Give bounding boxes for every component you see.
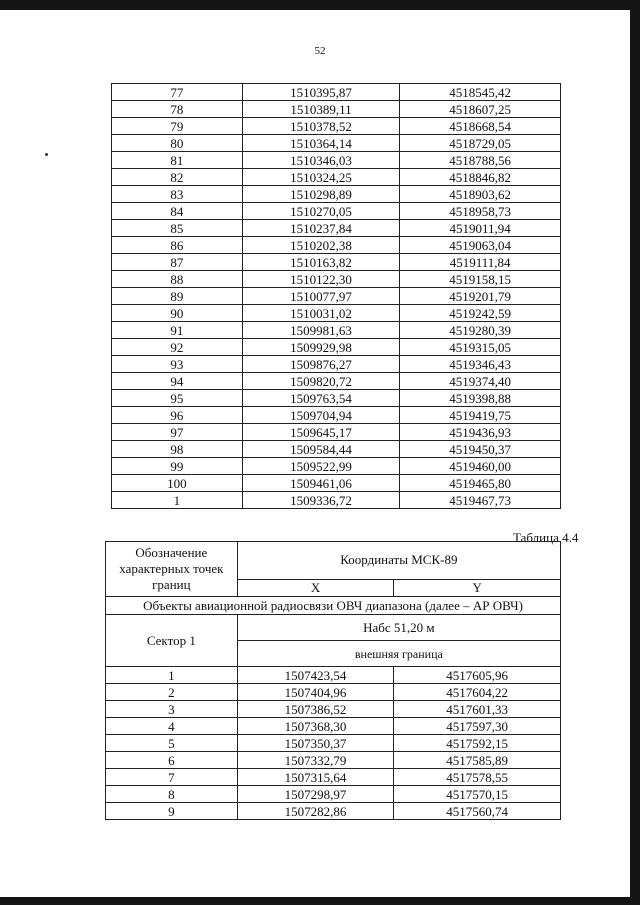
point-number-cell: 96: [112, 407, 243, 424]
table-row: [112, 135, 561, 152]
x-coordinate-cell: 1507404,96: [237, 684, 394, 701]
table-row: [106, 803, 561, 820]
section-title: Объекты авиационной радиосвязи ОВЧ диапазона (далее – АР ОВЧ): [106, 597, 561, 615]
point-number-cell: 90: [112, 305, 243, 322]
height-label: Набс 51,20 м: [237, 615, 560, 641]
x-coordinate-cell: 1507350,37: [237, 735, 394, 752]
y-coordinate-cell: 4519201,79: [400, 288, 561, 305]
table-row: [106, 769, 561, 786]
point-number-cell: 2: [106, 684, 238, 701]
boundary-label: внешняя граница: [237, 641, 560, 667]
x-coordinate-cell: 1507332,79: [237, 752, 394, 769]
y-coordinate-cell: 4519467,73: [400, 492, 561, 509]
table-row: [112, 101, 561, 118]
point-number-cell: 82: [112, 169, 243, 186]
y-coordinate-cell: 4519460,00: [400, 458, 561, 475]
x-coordinate-cell: 1509461,06: [242, 475, 400, 492]
point-number-cell: 94: [112, 373, 243, 390]
x-coordinate-cell: 1510346,03: [242, 152, 400, 169]
point-number-cell: 78: [112, 101, 243, 118]
table-row: [112, 288, 561, 305]
x-coordinate-cell: 1507315,64: [237, 769, 394, 786]
x-coordinate-cell: 1510389,11: [242, 101, 400, 118]
table-row: [112, 203, 561, 220]
x-coordinate-cell: 1509981,63: [242, 322, 400, 339]
table-row: [112, 373, 561, 390]
table-row: [112, 424, 561, 441]
x-coordinate-cell: 1507282,86: [237, 803, 394, 820]
y-coordinate-cell: 4517597,30: [394, 718, 561, 735]
table-row: [112, 271, 561, 288]
table-row: [112, 254, 561, 271]
coordinates-table-4-4-body: [106, 542, 561, 820]
table-row: [112, 441, 561, 458]
point-number-cell: 86: [112, 237, 243, 254]
table-row: [112, 169, 561, 186]
table-row: [112, 390, 561, 407]
x-coordinate-cell: 1510270,05: [242, 203, 400, 220]
point-number-cell: 79: [112, 118, 243, 135]
y-coordinate-cell: 4519465,80: [400, 475, 561, 492]
y-coordinate-cell: 4519280,39: [400, 322, 561, 339]
y-coordinate-cell: 4517585,89: [394, 752, 561, 769]
point-number-cell: 98: [112, 441, 243, 458]
x-coordinate-cell: 1507298,97: [237, 786, 394, 803]
point-number-cell: 84: [112, 203, 243, 220]
scan-speck: [45, 153, 48, 156]
y-coordinate-cell: 4517592,15: [394, 735, 561, 752]
y-axis-header: Y: [394, 579, 561, 596]
y-coordinate-cell: 4518729,05: [400, 135, 561, 152]
table-row: [106, 718, 561, 735]
point-number-cell: 92: [112, 339, 243, 356]
x-coordinate-cell: 1509704,94: [242, 407, 400, 424]
point-number-cell: 77: [112, 84, 243, 101]
table-row: [106, 752, 561, 769]
point-number-cell: 1: [106, 667, 238, 684]
table-row: [106, 786, 561, 803]
header-row: [106, 542, 561, 580]
y-coordinate-cell: 4517560,74: [394, 803, 561, 820]
x-coordinate-cell: 1509876,27: [242, 356, 400, 373]
table-row: [112, 118, 561, 135]
y-coordinate-cell: 4517601,33: [394, 701, 561, 718]
y-coordinate-cell: 4519374,40: [400, 373, 561, 390]
x-coordinate-cell: 1510364,14: [242, 135, 400, 152]
table-row: [112, 458, 561, 475]
point-number-cell: 93: [112, 356, 243, 373]
scan-frame-top: [0, 0, 640, 10]
y-coordinate-cell: 4518607,25: [400, 101, 561, 118]
point-number-cell: 80: [112, 135, 243, 152]
x-coordinate-cell: 1510031,02: [242, 305, 400, 322]
point-number-cell: 5: [106, 735, 238, 752]
point-number-cell: 97: [112, 424, 243, 441]
table-row: [112, 356, 561, 373]
table-row: [112, 152, 561, 169]
x-coordinate-cell: 1510395,87: [242, 84, 400, 101]
x-coordinate-cell: 1509584,44: [242, 441, 400, 458]
table-row: [112, 186, 561, 203]
y-coordinate-cell: 4517578,55: [394, 769, 561, 786]
y-coordinate-cell: 4519011,94: [400, 220, 561, 237]
y-coordinate-cell: 4519419,75: [400, 407, 561, 424]
x-coordinate-cell: 1510237,84: [242, 220, 400, 237]
y-coordinate-cell: 4518788,56: [400, 152, 561, 169]
table-row: [112, 220, 561, 237]
x-axis-header: X: [237, 579, 394, 596]
point-number-cell: 99: [112, 458, 243, 475]
table-row: [106, 701, 561, 718]
point-number-cell: 89: [112, 288, 243, 305]
y-coordinate-cell: 4518958,73: [400, 203, 561, 220]
y-coordinate-cell: 4519398,88: [400, 390, 561, 407]
coordinates-table-continued-body: [112, 84, 561, 509]
x-coordinate-cell: 1507368,30: [237, 718, 394, 735]
point-number-cell: 83: [112, 186, 243, 203]
point-number-cell: 87: [112, 254, 243, 271]
page-number: 52: [314, 45, 326, 57]
sector-row-1: [106, 615, 561, 641]
y-coordinate-cell: 4518846,82: [400, 169, 561, 186]
x-coordinate-cell: 1509522,99: [242, 458, 400, 475]
y-coordinate-cell: 4519063,04: [400, 237, 561, 254]
table-row: [112, 407, 561, 424]
x-coordinate-cell: 1509645,17: [242, 424, 400, 441]
x-coordinate-cell: 1510077,97: [242, 288, 400, 305]
table-row: [106, 735, 561, 752]
table-row: [106, 667, 561, 684]
sector-label: Сектор 1: [106, 615, 238, 667]
point-number-cell: 91: [112, 322, 243, 339]
point-number-cell: 95: [112, 390, 243, 407]
table-row: [112, 339, 561, 356]
table-row: [112, 237, 561, 254]
x-coordinate-cell: 1509929,98: [242, 339, 400, 356]
point-number-cell: 100: [112, 475, 243, 492]
point-number-cell: 9: [106, 803, 238, 820]
point-designation-header: Обозначение характерных точек границ: [106, 542, 238, 597]
x-coordinate-cell: 1510324,25: [242, 169, 400, 186]
y-coordinate-cell: 4517605,96: [394, 667, 561, 684]
y-coordinate-cell: 4517570,15: [394, 786, 561, 803]
x-coordinate-cell: 1510378,52: [242, 118, 400, 135]
point-number-cell: 3: [106, 701, 238, 718]
section-title-row: [106, 597, 561, 615]
y-coordinate-cell: 4519450,37: [400, 441, 561, 458]
table-row: [106, 684, 561, 701]
x-coordinate-cell: 1509336,72: [242, 492, 400, 509]
x-coordinate-cell: 1509820,72: [242, 373, 400, 390]
x-coordinate-cell: 1510163,82: [242, 254, 400, 271]
table-row: [112, 492, 561, 509]
y-coordinate-cell: 4519158,15: [400, 271, 561, 288]
y-coordinate-cell: 4519111,84: [400, 254, 561, 271]
y-coordinate-cell: 4519242,59: [400, 305, 561, 322]
point-number-cell: 4: [106, 718, 238, 735]
y-coordinate-cell: 4517604,22: [394, 684, 561, 701]
point-number-cell: 1: [112, 492, 243, 509]
x-coordinate-cell: 1507423,54: [237, 667, 394, 684]
point-number-cell: 7: [106, 769, 238, 786]
y-coordinate-cell: 4518903,62: [400, 186, 561, 203]
y-coordinate-cell: 4519346,43: [400, 356, 561, 373]
x-coordinate-cell: 1509763,54: [242, 390, 400, 407]
table-row: [112, 305, 561, 322]
y-coordinate-cell: 4519436,93: [400, 424, 561, 441]
x-coordinate-cell: 1510202,38: [242, 237, 400, 254]
scan-frame-bottom: [0, 897, 640, 905]
coordinates-header: Координаты МСК-89: [237, 542, 560, 580]
scan-frame-right: [630, 0, 640, 905]
point-number-cell: 8: [106, 786, 238, 803]
y-coordinate-cell: 4518545,42: [400, 84, 561, 101]
point-number-cell: 85: [112, 220, 243, 237]
point-number-cell: 6: [106, 752, 238, 769]
x-coordinate-cell: 1510298,89: [242, 186, 400, 203]
point-number-cell: 88: [112, 271, 243, 288]
coordinates-table-4-4: [105, 541, 561, 820]
y-coordinate-cell: 4519315,05: [400, 339, 561, 356]
coordinates-table-continued: [111, 83, 561, 509]
table-row: [112, 84, 561, 101]
table-caption: Таблица 4.4: [513, 530, 579, 545]
point-number-cell: 81: [112, 152, 243, 169]
table-row: [112, 322, 561, 339]
y-coordinate-cell: 4518668,54: [400, 118, 561, 135]
table-row: [112, 475, 561, 492]
x-coordinate-cell: 1507386,52: [237, 701, 394, 718]
x-coordinate-cell: 1510122,30: [242, 271, 400, 288]
